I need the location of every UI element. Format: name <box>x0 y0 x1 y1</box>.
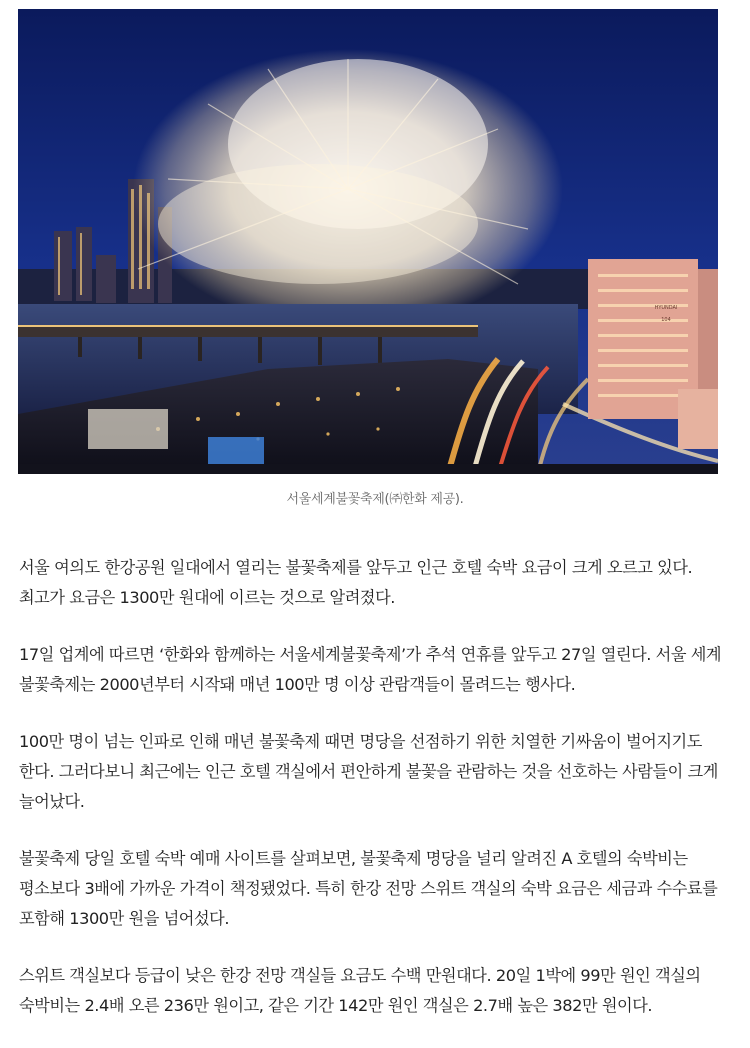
article-paragraph: 스위트 객실보다 등급이 낮은 한강 전망 객실들 요금도 수백 만원대다. 20일 1박에 99만 원인 객실의 숙박비는 2.4배 오른 236만 원이고, 같은 기간 142만 원인 객실은 2.7배 높은 382만 원이다. <box>19 966 701 1015</box>
article-paragraph: 서울 여의도 한강공원 일대에서 열리는 불꽃축제를 앞두고 인근 호텔 숙박 요금이 크게 오르고 있다. 최고가 요금은 1300만 원대에 이르는 것으로 알려졌다. <box>19 558 693 607</box>
building-sign-line-2: 104 <box>661 317 671 323</box>
article-photo <box>18 9 718 474</box>
article-paragraph: 100만 명이 넘는 인파로 인해 매년 불꽃축제 때면 명당을 선점하기 위한 치열한 기싸움이 벌어지기도 한다. 그러다보니 최근에는 인근 호텔 객실에서 편안하게 불꽃을 관람하는 것을 선호하는 사람들이 크게 늘어났다. <box>19 732 718 811</box>
article-body <box>19 553 731 1048</box>
article-paragraph: 불꽃축제 당일 호텔 숙박 예매 사이트를 살펴보면, 불꽃축제 명당을 널리 알려진 A 호텔의 숙박비는 평소보다 3배에 가까운 가격이 책정됐었다. 특히 한강 전망 스위트 객실의 숙박 요금은 세금과 수수료를 포함해 1300만 원을 넘어섰다. <box>19 849 718 928</box>
building-sign-line-1: HYUNDAI <box>654 305 678 311</box>
photo-caption: 서울세계불꽃축제(㈜한화 제공). <box>286 492 464 507</box>
fireworks-night-scene <box>18 9 718 474</box>
article-paragraph: 17일 업계에 따르면 ‘한화와 함께하는 서울세계불꽃축제’가 추석 연휴를 앞두고 27일 열린다. 서울 세계 불꽃축제는 2000년부터 시작돼 매년 100만 명 이상 관람객들이 몰려드는 행사다. <box>19 645 722 694</box>
